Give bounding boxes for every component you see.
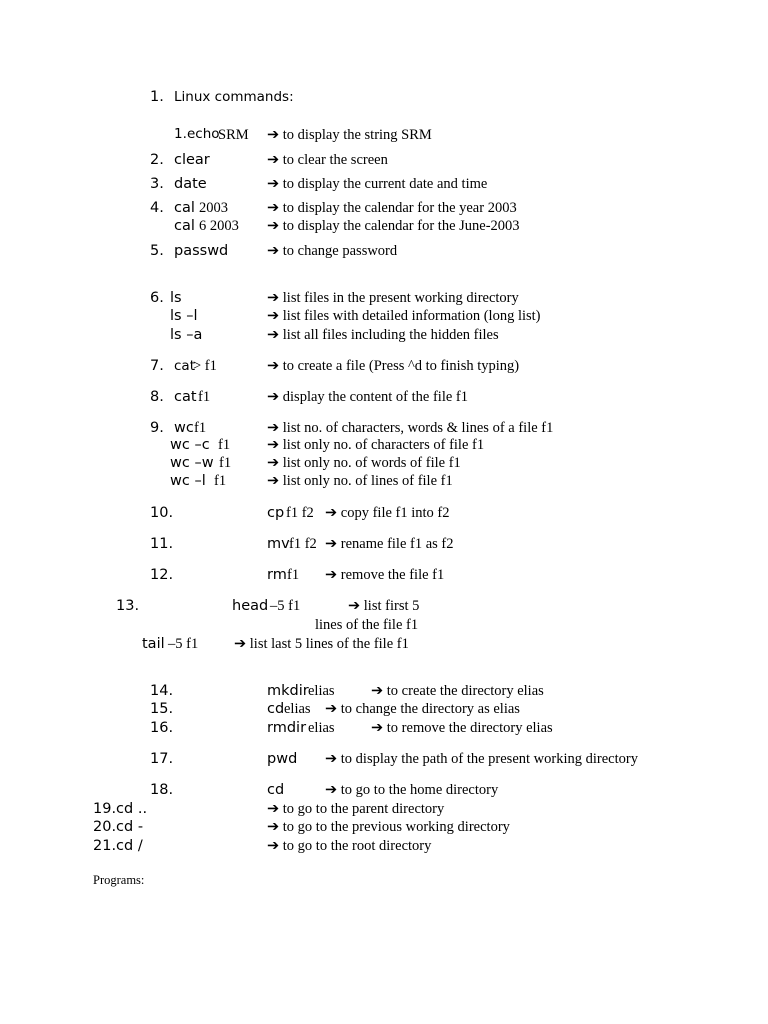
cal-year-command: cal — [174, 200, 195, 216]
passwd-number: 5. — [150, 243, 164, 259]
echo-number: 1. — [174, 126, 187, 142]
mv-number: 11. — [150, 536, 174, 552]
mkdir-description: ➔ to create the directory elias — [371, 683, 544, 699]
cal-number: 4. — [150, 200, 164, 216]
tail-description: ➔ list last 5 lines of the file f1 — [234, 636, 409, 652]
wc-number: 9. — [150, 420, 164, 436]
cat-display-description: ➔ display the content of the file f1 — [267, 389, 468, 405]
wc-words-description: ➔ list only no. of words of file f1 — [267, 455, 461, 471]
mkdir-command: mkdir — [267, 683, 309, 699]
cd-elias-argument: elias — [284, 701, 311, 717]
head-number: 13. — [116, 598, 140, 614]
cd-elias-description: ➔ to change the directory as elias — [325, 701, 520, 717]
wc-command: wc — [174, 420, 194, 436]
wc-chars-argument: f1 — [218, 437, 231, 453]
cal-year-argument: 2003 — [199, 200, 228, 216]
echo-description: ➔ to display the string SRM — [267, 127, 432, 143]
date-number: 3. — [150, 176, 164, 192]
wc-words-command: wc –w — [170, 455, 214, 471]
ls-description: ➔ list files in the present working directory — [267, 290, 519, 306]
cd-parent-description: ➔ to go to the parent directory — [267, 801, 445, 817]
mkdir-argument: elias — [308, 683, 335, 699]
mkdir-number: 14. — [150, 683, 174, 699]
clear-description: ➔ to clear the screen — [267, 152, 388, 168]
rm-argument: f1 — [287, 567, 300, 583]
cd-parent-command: 19.cd .. — [93, 801, 148, 817]
clear-number: 2. — [150, 152, 164, 168]
ls-command: ls — [170, 290, 182, 306]
pwd-description: ➔ to display the path of the present working directory — [325, 751, 638, 767]
mv-command: mv — [267, 536, 290, 552]
rmdir-number: 16. — [150, 720, 174, 736]
rm-command: rm — [267, 567, 287, 583]
cal-month-command: cal — [174, 218, 195, 234]
rm-description: ➔ remove the file f1 — [325, 567, 445, 583]
cat-display-command: cat — [174, 389, 197, 405]
cat-create-number: 7. — [150, 358, 164, 374]
cp-number: 10. — [150, 505, 174, 521]
ls-number: 6. — [150, 290, 164, 306]
cd-home-command: cd — [267, 782, 285, 798]
cat-create-command: cat — [174, 358, 195, 374]
cp-description: ➔ copy file f1 into f2 — [325, 505, 450, 521]
ls-all-command: ls –a — [170, 327, 203, 343]
wc-description: ➔ list no. of characters, words & lines of a file f1 — [267, 420, 554, 436]
pwd-command: pwd — [267, 751, 298, 767]
ls-long-command: ls –l — [170, 308, 198, 324]
head-argument: –5 f1 — [270, 598, 301, 614]
programs-label: Programs: — [93, 873, 145, 887]
cat-create-argument: > f1 — [193, 358, 217, 374]
cd-previous-description: ➔ to go to the previous working directory — [267, 819, 510, 835]
clear-command: clear — [174, 152, 210, 168]
wc-words-argument: f1 — [219, 455, 232, 471]
head-command: head — [232, 598, 269, 614]
cd-elias-number: 15. — [150, 701, 174, 717]
pwd-number: 17. — [150, 751, 174, 767]
cd-root-description: ➔ to go to the root directory — [267, 838, 432, 854]
rmdir-command: rmdir — [267, 720, 307, 736]
cat-create-description: ➔ to create a file (Press ^d to finish typing) — [267, 358, 520, 374]
ls-long-description: ➔ list files with detailed information (long list) — [267, 308, 541, 324]
heading-number: 1. — [150, 89, 164, 105]
echo-argument: SRM — [218, 127, 249, 143]
cd-home-number: 18. — [150, 782, 174, 798]
echo-command: echo — [187, 126, 220, 142]
mv-argument: f1 f2 — [289, 536, 317, 552]
tail-argument: –5 f1 — [168, 636, 199, 652]
cat-display-number: 8. — [150, 389, 164, 405]
date-command: date — [174, 176, 207, 192]
tail-command: tail — [142, 636, 165, 652]
heading-title: Linux commands: — [174, 89, 294, 105]
cal-month-description: ➔ to display the calendar for the June-2003 — [267, 218, 520, 234]
mv-description: ➔ rename file f1 as f2 — [325, 536, 454, 552]
wc-chars-command: wc –c — [170, 437, 210, 453]
cal-month-argument: 6 2003 — [199, 218, 239, 234]
passwd-command: passwd — [174, 243, 229, 259]
wc-chars-description: ➔ list only no. of characters of file f1 — [267, 437, 485, 453]
cd-root-command: 21.cd / — [93, 838, 143, 854]
cat-display-argument: f1 — [198, 389, 211, 405]
cd-elias-command: cd — [267, 701, 285, 717]
cp-command: cp — [267, 505, 285, 521]
wc-lines-description: ➔ list only no. of lines of file f1 — [267, 473, 453, 489]
rmdir-argument: elias — [308, 720, 335, 736]
wc-lines-command: wc –l — [170, 473, 206, 489]
wc-argument: f1 — [194, 420, 207, 436]
ls-all-description: ➔ list all files including the hidden files — [267, 327, 499, 343]
head-description: ➔ list first 5 — [348, 598, 420, 614]
head-description-continued: lines of the file f1 — [315, 617, 419, 633]
cal-year-description: ➔ to display the calendar for the year 2003 — [267, 200, 517, 216]
passwd-description: ➔ to change password — [267, 243, 398, 259]
date-description: ➔ to display the current date and time — [267, 176, 488, 192]
cd-previous-command: 20.cd - — [93, 819, 144, 835]
wc-lines-argument: f1 — [214, 473, 227, 489]
cd-home-description: ➔ to go to the home directory — [325, 782, 499, 798]
rmdir-description: ➔ to remove the directory elias — [371, 720, 553, 736]
cp-argument: f1 f2 — [286, 505, 314, 521]
rm-number: 12. — [150, 567, 174, 583]
